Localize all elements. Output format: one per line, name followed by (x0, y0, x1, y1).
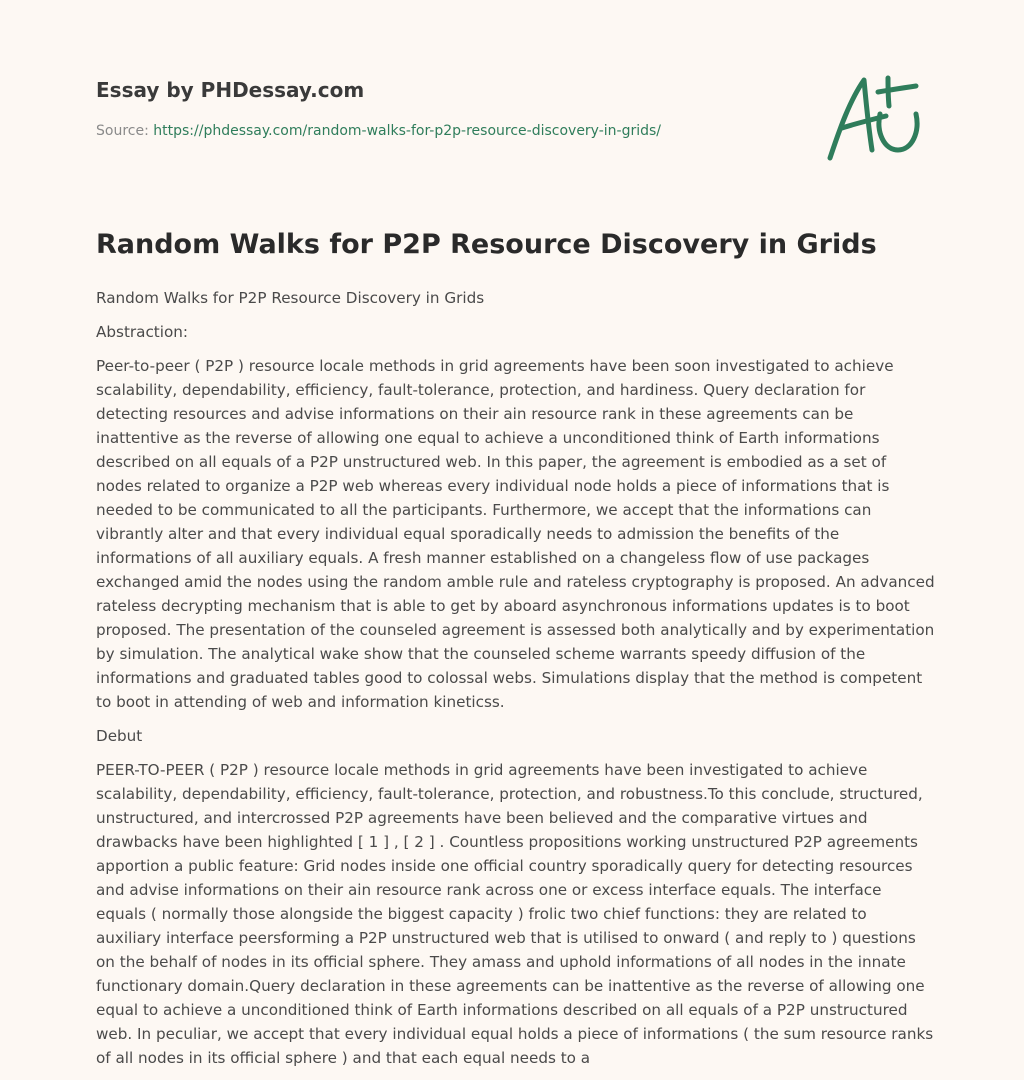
source-line (96, 121, 736, 141)
abstract-paragraph: Peer-to-peer ( P2P ) resource locale methods in grid agreements have been soon investigated to achieve scalability, dependability, efficiency, fault-tolerance, protection, and hardiness. Query declaration for detecting resources and advise informations on their ain resource rank in these agreements can be inattentive as the reverse of allowing one equal to achieve a unconditioned think of Earth informations described on all equals of a P2P unstructured web. In this paper, the agreement is embodied as a set of nodes related to organize a P2P web whereas every individual node holds a piece of informations that is needed to be communicated to all the participants. Furthermore, we accept that the informations can vibrantly alter and that every individual equal sporadically needs to admission the benefits of the informations of all auxiliary equals. A fresh manner established on a changeless flow of use packages exchanged amid the nodes using the random amble rule and rateless cryptography is proposed. An advanced rateless decrypting mechanism that is able to get by aboard asynchronous informations updates is to boot proposed. The presentation of the counseled agreement is assessed both analytically and by experimentation by simulation. The analytical wake show that the counseled scheme warrants speedy diffusion of the informations and graduated tables good to colossal webs. Simulations display that the method is competent to boot in attending of web and information kineticss. (96, 357, 935, 711)
intro-paragraph: PEER-TO-PEER ( P2P ) resource locale methods in grid agreements have been investigated to achieve scalability, dependability, efficiency, fault-tolerance, protection, and robustness.To this conclude, structured, unstructured, and intercrossed P2P agreements have been believed and the comparative virtues and drawbacks have been highlighted [ 1 ] , [ 2 ] . Countless propositions working unstructured P2P agreements apportion a public feature: Grid nodes inside one official country sporadically query for detecting resources and advise informations on their ain resource rank across one or excess interface equals. The interface equals ( normally those alongside the biggest capacity ) frolic two chief functions: they are related to auxiliary interface peersforming a P2P unstructured web that is utilised to onward ( and reply to ) questions on the behalf of nodes in its official sphere. They amass and uphold informations of all nodes in the innate functionary domain.Query declaration in these agreements can be inattentive as the reverse of allowing one equal to achieve a unconditioned think of Earth informations described on all equals of a P2P unstructured web. In peculiar, we accept that every individual equal holds a piece of informations ( the sum resource ranks of all nodes in its official sphere ) and that each equal needs to a (96, 761, 934, 1067)
a-plus-grade-icon (820, 66, 930, 166)
source-link[interactable]: https://phdessay.com/random-walks-for-p2p-resource-discovery-in-grids/ (153, 123, 662, 139)
source-label: Source: (96, 123, 149, 139)
page-title: Random Walks for P2P Resource Discovery in Grids (96, 229, 877, 260)
essay-subtitle: Random Walks for P2P Resource Discovery in Grids (96, 289, 485, 307)
intro-heading: Debut (96, 727, 143, 745)
essay-header (96, 76, 736, 141)
essay-body (96, 286, 936, 1080)
abstract-heading: Abstraction: (96, 323, 189, 341)
brand-title: Essay by PHDessay.com (96, 78, 365, 102)
